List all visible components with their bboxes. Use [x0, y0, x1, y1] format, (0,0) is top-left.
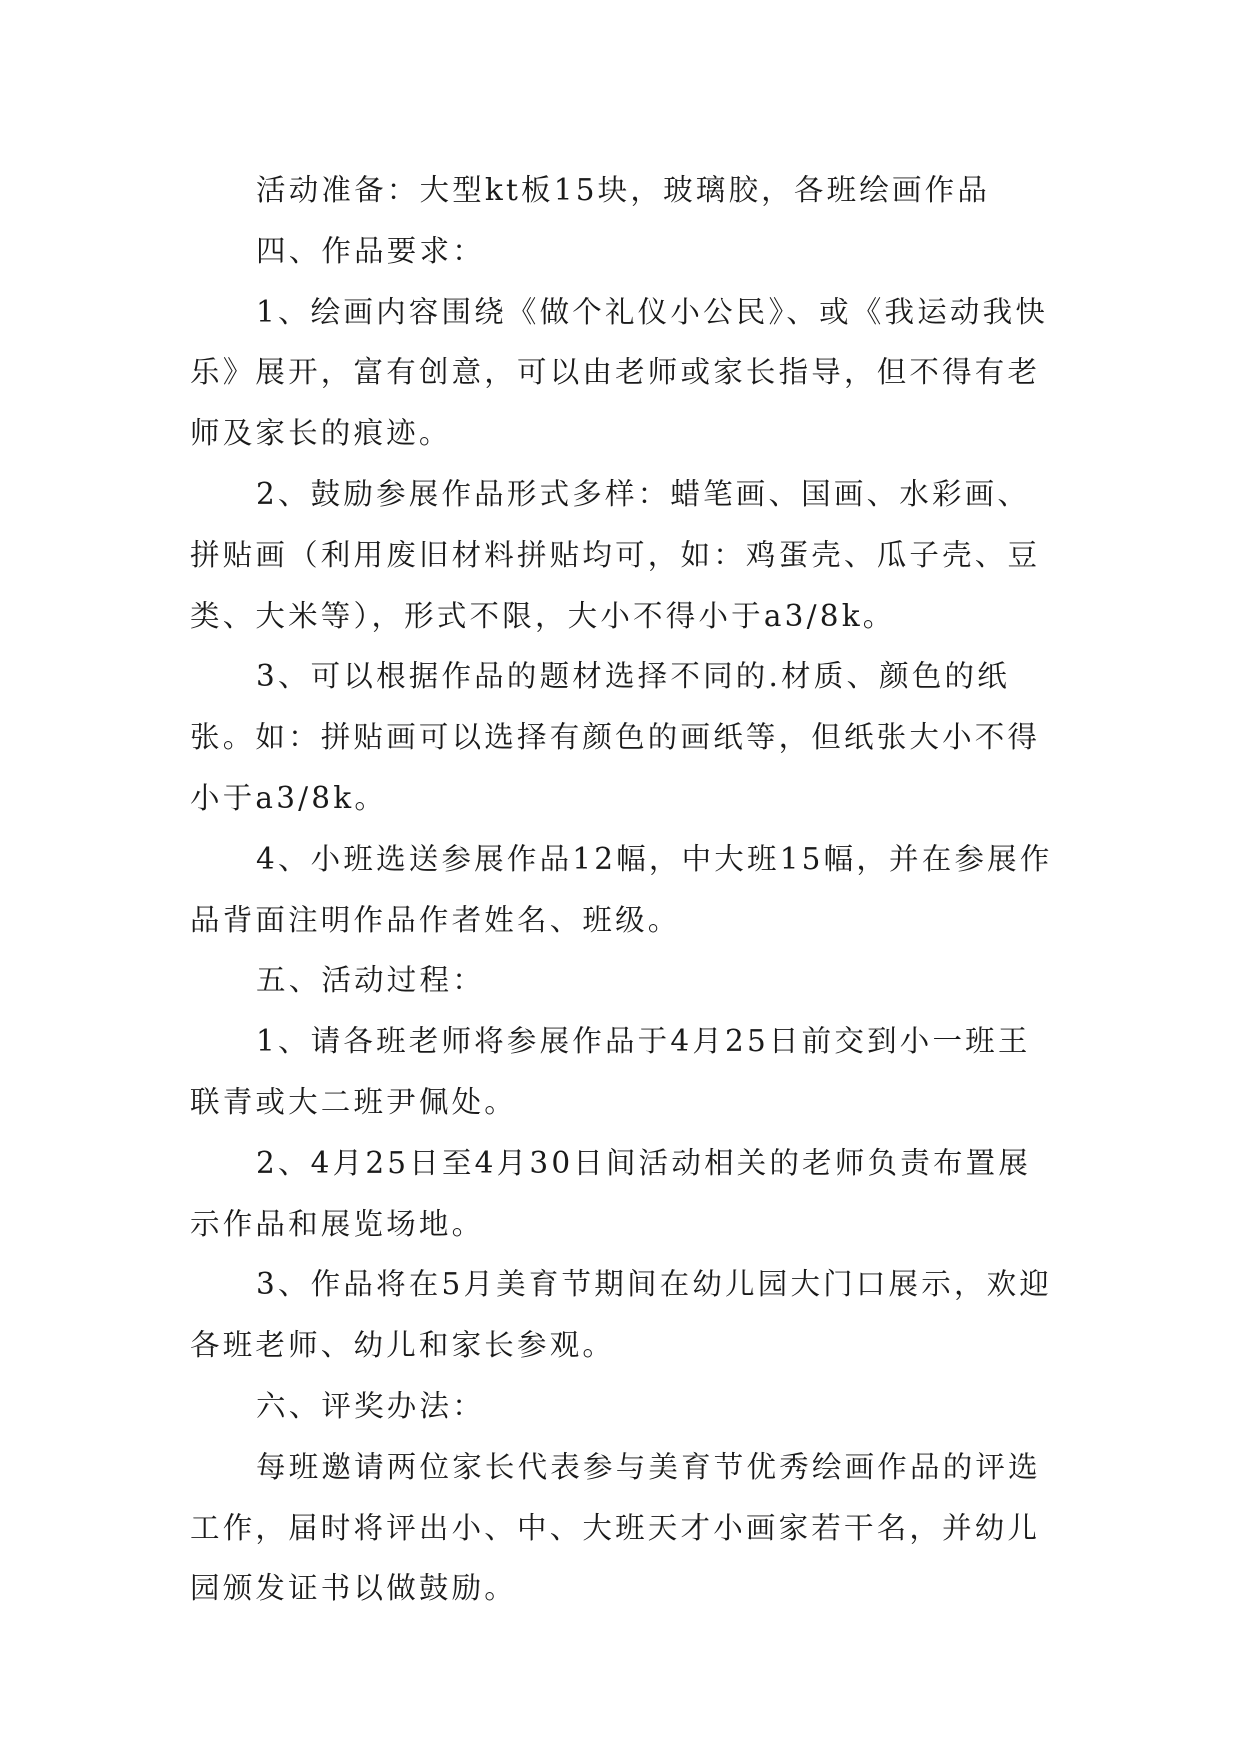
paragraph-process-2: 2、4月25日至4月30日间活动相关的老师负责布置展示作品和展览场地。: [190, 1145, 1032, 1241]
heading-work-requirements: 四、作品要求：: [256, 233, 485, 268]
paragraph-award-method: 每班邀请两位家长代表参与美育节优秀绘画作品的评选工作，届时将评出小、中、大班天才小画家若干名，并幼儿园颁发证书以做鼓励。: [190, 1449, 1041, 1606]
paragraph-requirement-1: 1、绘画内容围绕《做个礼仪小公民》、或《我运动我快乐》展开，富有创意，可以由老师或家长指导，但不得有老师及家长的痕迹。: [190, 294, 1049, 451]
paragraph-requirement-3: 3、可以根据作品的题材选择不同的.材质、颜色的纸张。如：拼贴画可以选择有颜色的画纸等，但纸张大小不得小于a3/8k。: [190, 659, 1041, 815]
paragraph-requirement-2: 2、鼓励参展作品形式多样：蜡笔画、国画、水彩画、拼贴画（利用废旧材料拼贴均可，如：鸡蛋壳、瓜子壳、豆类、大米等），形式不限，大小不得小于a3/8k。: [190, 476, 1041, 633]
paragraph-requirement-4: 4、小班选送参展作品12幅，中大班15幅，并在参展作品背面注明作品作者姓名、班级。: [190, 841, 1053, 937]
paragraph-process-1: 1、请各班老师将参展作品于4月25日前交到小一班王联青或大二班尹佩处。: [190, 1024, 1031, 1119]
paragraph-preparation: 活动准备：大型kt板15块，玻璃胶，各班绘画作品: [256, 173, 991, 207]
paragraph-process-3: 3、作品将在5月美育节期间在幼儿园大门口展示，欢迎各班老师、幼儿和家长参观。: [190, 1267, 1053, 1363]
document-body: [190, 160, 1060, 1619]
heading-activity-process: 五、活动过程：: [256, 963, 485, 998]
heading-award-method: 六、评奖办法：: [256, 1388, 485, 1423]
